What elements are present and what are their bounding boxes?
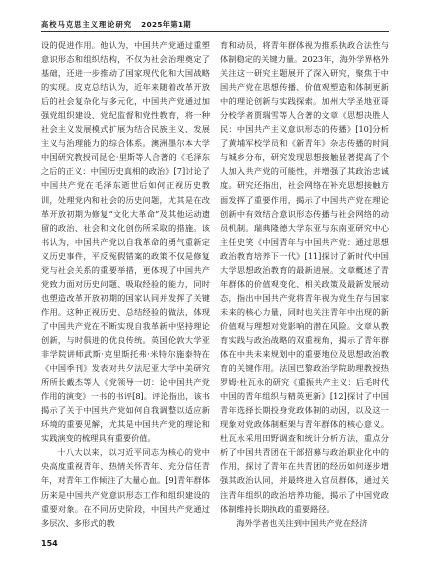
- right-column: [220, 38, 389, 533]
- running-header: [41, 20, 191, 30]
- page-number: 154: [41, 539, 58, 548]
- journal-title: 高校马克思主义理论研究: [41, 20, 133, 29]
- paragraph: 海外学者也关注到中国共产党在经济: [236, 517, 368, 528]
- left-column: [41, 38, 210, 533]
- paragraph: 育和动员，将青年群体视为推系执政合法性与体制稳定的关键力量。2023年，海外学界格外关注这一研究主题展开了深入研究，聚焦于中国共产党在思想传播、价值观塑造和体制更新中的理论创新与实践探索。加州大学圣地亚哥分校学者贾瑞雪等人合著的文章《思想决胜人民：中国共产主义意识形态的传播》[10]分析了黄埔军校学员和《新青年》杂志传播的时间与城乡分布，研究发现思想接触显著提高了个人加入共产党的可能性，并增强了其政治忠诚度。研究还指出，社会网络在补充思想接触方面发挥了重要作用，揭示了中国共产党在理论创新中有效结合意识形态传播与社会网络的动员机制。瑞典隆德大学东亚与东南亚研究中心主任史笑《中国青年与中国共产党：通过思想政治教育培养下一代》[11]探讨了新时代中国大学思想政治教育的最新进展。文章概述了青年群体的价值观变化、相关政策及最新发展动态，指出中国共产党将青年视为党生存与国家未来的核心力量，同时也关注青年中出现的新价值观与理想对党影响的潜在风险。文章从教育实践与政治战略的双重视角，揭示了青年群体在中共未来规划中的重要地位及思想政治教育的关键作用。法国巴黎政治学院助理教授热罗姆·杜瓦永的研究《重振共产主义：后毛时代中国的青年组织与精英更新》[12]探讨了中国青年选择长期投身党政体制的动因，以及这一现象对党政体制框架与青年群体的核心意义。杜瓦永采用田野调查和统计分析方法，重点分析了中国共青团在干部招募与政治职业化中的作用，探讨了青年在共青团的经历如何逐步增强其政治认同，并最终进入官员群体，通过关注青年组织的政治培养功能，揭示了中国党政体制维持长期执政的重要路径。: [220, 40, 389, 514]
- paragraph: 十八大以来，以习近平同志为核心的党中央高度重视青年、热情关怀青年、充分信任青年，对青年工作倾注了大量心血。[9]青年群体历来是中国共产党意识形态工作和组织建设的重要对象。在不同历史阶段，中国共产党通过多层次、多形式的教: [41, 447, 210, 528]
- issue-label: 2025年第1期: [141, 20, 191, 29]
- paragraph: 设的促进作用。他认为，中国共产党通过重塑意识形态和组织结构，不仅为社会治理奠定了基础，还进一步推动了国家现代化和大国战略的实现。皮克总结认为，近年来随着改革开放后的社会复杂化与多元化，中国共产党通过加强党组织建设、党纪监督和党性教育，将一种社会主义发展模式扩展为结合民族主义、发展主义与治理能力的综合体系。澳洲墨尔本大学中国研究教授司昆仑·里斯等人合著的《毛泽东之后的正义：中国历史真相的政治》[7]讨论了中国共产党在毛泽东逝世后如何正视历史教训，处理党内和社会的历史问题，尤其是在改革开放初期为修复“文化大革命”及其他运动遗留的政治、社会和文化创伤所采取的措施。该书认为，中国共产党以自我革命的勇气重新定义历史事件，平反冤假错案的政策不仅是修复党与社会关系的重要举措，更体现了中国共产党致力面对历史问题、吸取经验的能力，同时也塑造改革开放初期的国家认同并发挥了关键作用。这种正视历史、总结经验的做法，体现了中国共产党在不断实现自我革新中坚持理论创新，与时俱进的优良传统。英国伦敦大学亚非学院讲师武斯·克里斯托弗·米特尔施泰特在《中国季刊》发表对共夕法尼亚大学中美研究所所长戴杰等人《党领导一切：论中国共产党作用的演变》一书的书评[8]。评论指出，该书揭示了关于中国共产党如何自我调整以适应新环境的重要见解，尤其是中国共产党的理论和实践演变的梳理具有重要价值。: [41, 40, 210, 444]
- header-rule: [41, 31, 389, 32]
